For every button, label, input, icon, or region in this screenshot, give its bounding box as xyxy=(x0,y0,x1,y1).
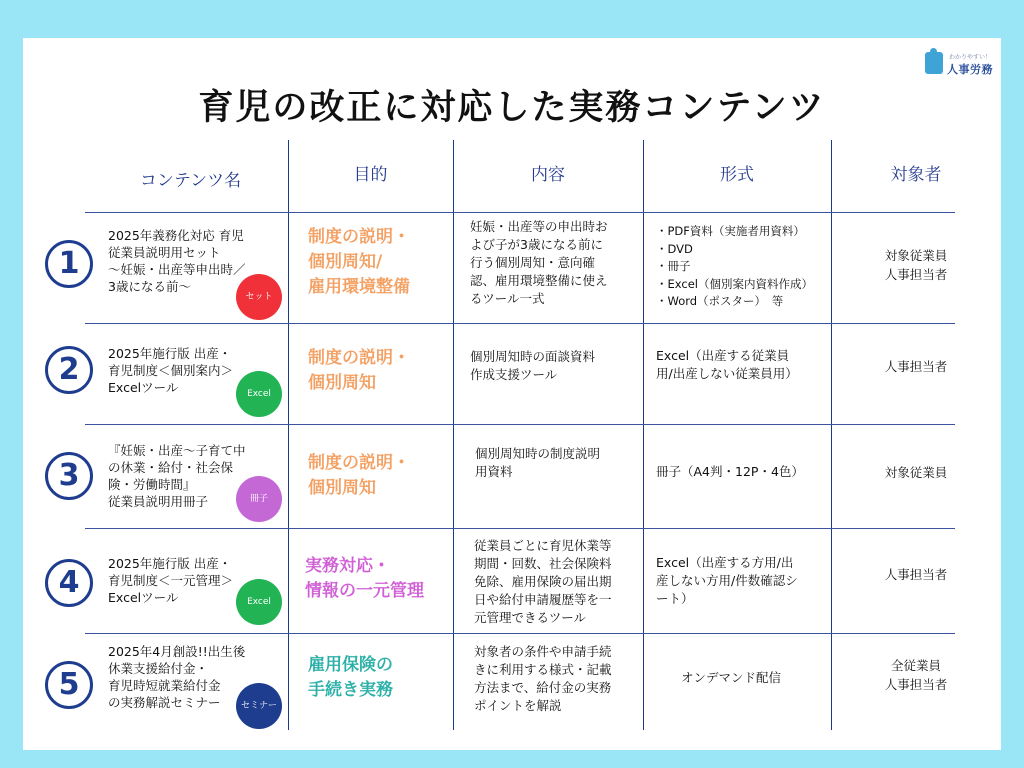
target-text: 人事担当者 xyxy=(884,359,948,374)
format-text: ・PDF資料（実施者用資料） ・DVD ・冊子 ・Excel（個別案内資料作成） ・Word（ポスター） 等 xyxy=(656,224,813,308)
header-content-name: コンテンツ名 xyxy=(139,171,242,191)
content-text: 個別周知時の面談資料 作成支援ツール xyxy=(470,349,596,382)
content-name: 2025年施行版 出産・ 育児制度＜一元管理＞ Excelツール xyxy=(108,556,234,605)
purpose-text: 制度の説明・ 個別周知/ 雇用環境整備 xyxy=(308,227,410,297)
row-number: 5 xyxy=(45,661,93,709)
logo-tagline: わかりやすい！ xyxy=(949,54,992,61)
row-divider xyxy=(85,424,955,425)
row-number: 1 xyxy=(45,240,93,288)
content-text: 妊娠・出産等の申出時お よび子が3歳になる前に 行う個別周知・意向確 認、雇用環境整備に使え るツール一式 xyxy=(470,219,608,306)
page-title: 育児の改正に対応した実務コンテンツ xyxy=(198,88,826,128)
slide xyxy=(23,38,1001,750)
target-text: 対象従業員 xyxy=(884,465,948,480)
badge-set: セット xyxy=(236,274,282,320)
purpose-text: 実務対応・ 情報の一元管理 xyxy=(305,556,424,601)
badge-excel: Excel xyxy=(236,579,282,625)
content-name: 『妊娠・出産〜子育て中 の休業・給付・社会保 険・労働時間』 従業員説明用冊子 xyxy=(108,443,246,509)
puzzle-icon xyxy=(925,52,943,74)
format-text: Excel（出産する方用/出 産しない方用/件数確認シ ート） xyxy=(656,555,798,606)
badge-booklet: 冊子 xyxy=(236,476,282,522)
logo-name: 人事労務 xyxy=(947,63,993,76)
content-name: 2025年義務化対応 育児 従業員説明用セット 〜妊娠・出産等申出時／ 3歳になる前〜 xyxy=(108,228,246,294)
row-divider xyxy=(85,212,955,213)
content-name: 2025年施行版 出産・ 育児制度＜個別案内＞ Excelツール xyxy=(108,346,234,395)
purpose-text: 雇用保険の 手続き実務 xyxy=(308,655,393,700)
target-text: 対象従業員 人事担当者 xyxy=(884,248,948,282)
row-number: 2 xyxy=(45,346,93,394)
row-number: 3 xyxy=(45,452,93,500)
content-text: 従業員ごとに育児休業等 期間・回数、社会保険料 免除、雇用保険の届出期 日や給付申請履歴等を一 元管理できるツール xyxy=(474,538,612,625)
header-purpose: 目的 xyxy=(353,165,388,185)
content-name: 2025年4月創設!!出生後 休業支援給付金・ 育児時短就業給付金 の実務解説セミナー xyxy=(108,644,246,710)
row-divider xyxy=(85,633,955,634)
row-divider xyxy=(85,323,955,324)
header-content: 内容 xyxy=(531,165,565,185)
target-text: 全従業員 人事担当者 xyxy=(884,658,948,692)
format-text: Excel（出産する従業員 用/出産しない従業員用） xyxy=(656,348,798,381)
brand-logo xyxy=(925,52,995,76)
format-text: オンデマンド配信 xyxy=(681,670,782,685)
row-number: 4 xyxy=(45,559,93,607)
badge-excel: Excel xyxy=(236,371,282,417)
purpose-text: 制度の説明・ 個別周知 xyxy=(308,453,410,498)
grid-divider xyxy=(288,140,289,730)
grid-divider xyxy=(831,140,832,730)
header-target: 対象者 xyxy=(890,165,942,185)
purpose-text: 制度の説明・ 個別周知 xyxy=(308,348,410,393)
header-format: 形式 xyxy=(720,165,754,185)
format-text: 冊子（A4判・12P・4色） xyxy=(656,464,804,479)
content-text: 対象者の条件や申請手続 きに利用する様式・記載 方法まで、給付金の実務 ポイントを解説 xyxy=(474,644,612,713)
content-text: 個別周知時の制度説明 用資料 xyxy=(475,446,601,479)
badge-seminar: セミナー xyxy=(236,683,282,729)
target-text: 人事担当者 xyxy=(884,567,948,582)
row-divider xyxy=(85,528,955,529)
